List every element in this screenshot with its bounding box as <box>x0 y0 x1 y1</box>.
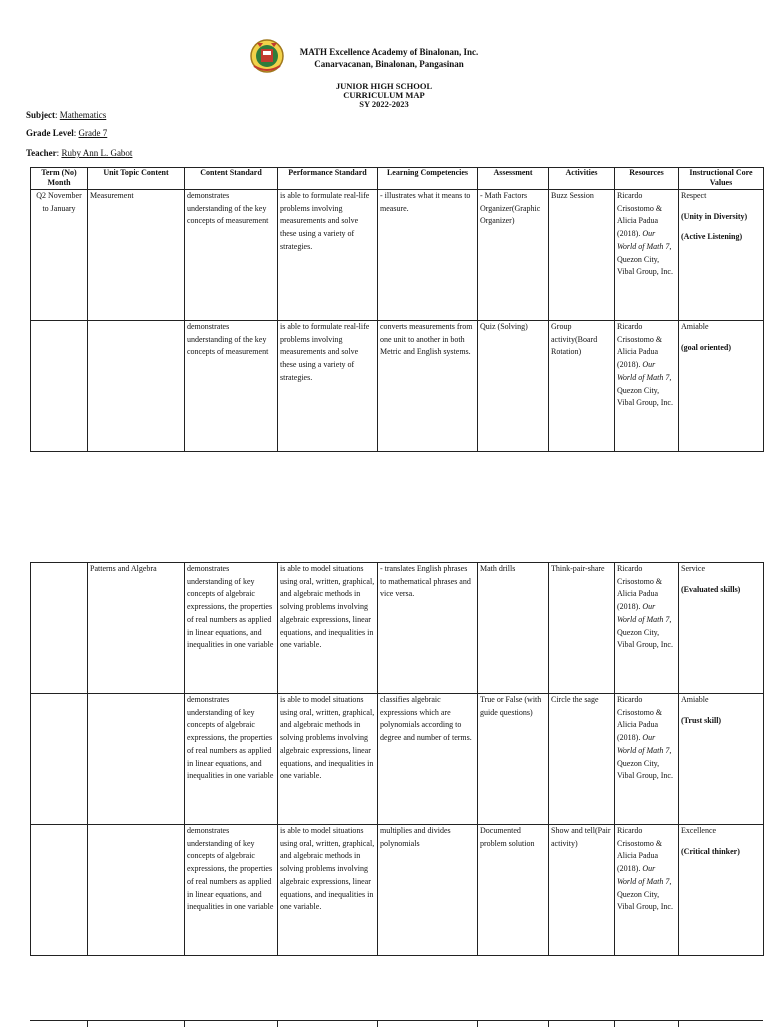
term-cell <box>31 694 88 825</box>
term-cell: Q2 November to January <box>31 190 88 321</box>
activity-cell: Circle the sage <box>549 694 615 825</box>
subject-label: Subject <box>26 110 55 120</box>
next-table-edge <box>30 1020 763 1031</box>
table-row <box>31 321 764 452</box>
document-title: CURRICULUM MAP <box>343 90 425 100</box>
performance-standard-cell: is able to formulate real-life problems involving measurements and solve these using a variety of strategies. <box>278 190 378 321</box>
activity-cell: Group activity(Board Rotation) <box>549 321 615 452</box>
content-standard-cell: demonstrates understanding of the key concepts of measurement <box>185 190 278 321</box>
resource-publisher: , Quezon City, Vibal Group, Inc. <box>617 372 673 408</box>
unit-cell <box>88 694 185 825</box>
content-standard-cell: demonstrates understanding of key concepts of algebraic expressions, the properties of real numbers as applied in linear equations, and inequalities in one variable <box>185 563 278 694</box>
term-cell <box>31 321 88 452</box>
resources-cell <box>615 190 679 321</box>
resource-publisher: , Quezon City, Vibal Group, Inc. <box>617 745 673 781</box>
unit-cell: Measurement <box>88 190 185 321</box>
school-name: MATH Excellence Academy of Binalonan, Inc. <box>299 47 479 57</box>
core-value-detail: (Active Listening) <box>681 232 743 242</box>
col-performance-standard: Performance Standard <box>278 168 378 190</box>
unit-cell <box>88 321 185 452</box>
unit-cell <box>88 825 185 956</box>
term-cell <box>31 825 88 956</box>
core-value: Service <box>681 564 705 573</box>
school-year: SY 2022-2023 <box>359 99 409 109</box>
core-values-cell <box>679 825 764 956</box>
performance-standard-cell: is able to model situations using oral, written, graphical, and algebraic methods in solving problems involving algebraic expressions, linear equations, and inequalities in one variable. <box>278 825 378 956</box>
resource-publisher: , Quezon City, Vibal Group, Inc. <box>617 614 673 650</box>
resource-publisher: , Quezon City, Vibal Group, Inc. <box>617 876 673 912</box>
col-activities: Activities <box>549 168 615 190</box>
curriculum-table-algebra <box>30 562 764 956</box>
col-term: Term (No) Month <box>31 168 88 190</box>
core-value: Amiable <box>681 322 709 331</box>
core-value: Respect <box>681 191 707 200</box>
resource-authors: Ricardo Crisostomo & Alicia Padua (2018). <box>617 191 663 239</box>
assessment-cell: True or False (with guide questions) <box>478 694 549 825</box>
resource-authors: Ricardo Crisostomo & Alicia Padua (2018). <box>617 322 663 370</box>
resource-book: Our World of Math 7 <box>617 733 670 755</box>
resources-cell <box>615 694 679 825</box>
assessment-cell: Quiz (Solving) <box>478 321 549 452</box>
col-content-standard: Content Standard <box>185 168 278 190</box>
term-cell <box>31 563 88 694</box>
school-level: JUNIOR HIGH SCHOOL <box>335 81 433 91</box>
core-value-detail: (Trust skill) <box>681 715 722 725</box>
content-standard-cell: demonstrates understanding of the key concepts of measurement <box>185 321 278 452</box>
performance-standard-cell: is able to model situations using oral, written, graphical, and algebraic methods in solving problems involving algebraic expressions, linear equations, and inequalities in one variable. <box>278 563 378 694</box>
subject-value: Mathematics <box>59 110 107 120</box>
assessment-cell: - Math Factors Organizer(Graphic Organizer) <box>478 190 549 321</box>
core-values-cell <box>679 321 764 452</box>
activity-cell: Buzz Session <box>549 190 615 321</box>
resource-book: Our World of Math 7 <box>617 602 670 624</box>
core-values-cell <box>679 190 764 321</box>
teacher-field: Teacher: Ruby Ann L. Gabot <box>26 148 133 158</box>
subject-field: Subject: Mathematics <box>26 110 107 120</box>
document-title-block <box>0 82 768 109</box>
col-resources: Resources <box>615 168 679 190</box>
competency-cell: classifies algebraic expressions which are polynomials according to degree and number of terms. <box>378 694 478 825</box>
resource-authors: Ricardo Crisostomo & Alicia Padua (2018). <box>617 826 663 874</box>
school-address: Canarvacanan, Binalonan, Pangasinan <box>314 59 464 69</box>
teacher-value: Ruby Ann L. Gabot <box>61 148 133 158</box>
resource-authors: Ricardo Crisostomo & Alicia Padua (2018). <box>617 564 663 612</box>
table-row <box>31 825 764 956</box>
table-row <box>31 563 764 694</box>
curriculum-table-quarter-2 <box>30 167 764 452</box>
content-standard-cell: demonstrates understanding of key concepts of algebraic expressions, the properties of real numbers as applied in linear equations, and inequalities in one variable <box>185 694 278 825</box>
table-row <box>31 694 764 825</box>
assessment-cell: Math drills <box>478 563 549 694</box>
core-value-detail: (Unity in Diversity) <box>681 211 748 221</box>
assessment-cell: Documented problem solution <box>478 825 549 956</box>
col-assessment: Assessment <box>478 168 549 190</box>
col-learning-competencies: Learning Competencies <box>378 168 478 190</box>
core-value: Excellence <box>681 826 717 835</box>
resources-cell <box>615 321 679 452</box>
activity-cell: Think-pair-share <box>549 563 615 694</box>
col-core-values: Instructional Core Values <box>679 168 764 190</box>
core-value: Amiable <box>681 695 709 704</box>
performance-standard-cell: is able to model situations using oral, written, graphical, and algebraic methods in solving problems involving algebraic expressions, linear equations, and inequalities in one variable. <box>278 694 378 825</box>
resource-book: Our World of Math 7 <box>617 864 670 886</box>
grade-level-value: Grade 7 <box>78 128 108 138</box>
resource-authors: Ricardo Crisostomo & Alicia Padua (2018). <box>617 695 663 743</box>
competency-cell: multiplies and divides polynomials <box>378 825 478 956</box>
core-value-detail: (goal oriented) <box>681 342 731 352</box>
competency-cell: - translates English phrases to mathematical phrases and vice versa. <box>378 563 478 694</box>
core-values-cell <box>679 694 764 825</box>
resources-cell <box>615 563 679 694</box>
competency-cell: - illustrates what it means to measure. <box>378 190 478 321</box>
content-standard-cell: demonstrates understanding of key concepts of algebraic expressions, the properties of real numbers as applied in linear equations, and inequalities in one variable <box>185 825 278 956</box>
teacher-label: Teacher <box>26 148 57 158</box>
performance-standard-cell: is able to formulate real-life problems involving measurements and solve these using a variety of strategies. <box>278 321 378 452</box>
school-name-block <box>291 46 487 70</box>
grade-level-field: Grade Level: Grade 7 <box>26 128 108 138</box>
core-values-cell <box>679 563 764 694</box>
resource-publisher: , Quezon City, Vibal Group, Inc. <box>617 241 673 277</box>
school-seal-icon <box>248 38 286 74</box>
core-value-detail: (Critical thinker) <box>681 846 740 856</box>
table-row <box>31 190 764 321</box>
resources-cell <box>615 825 679 956</box>
grade-level-label: Grade Level <box>26 128 74 138</box>
table-header-row <box>31 168 764 190</box>
resource-book: Our World of Math 7 <box>617 360 670 382</box>
competency-cell: converts measurements from one unit to another in both Metric and English systems. <box>378 321 478 452</box>
unit-cell: Patterns and Algebra <box>88 563 185 694</box>
core-value-detail: (Evaluated skills) <box>681 584 741 594</box>
col-unit: Unit Topic Content <box>88 168 185 190</box>
resource-book: Our World of Math 7 <box>617 229 670 251</box>
activity-cell: Show and tell(Pair activity) <box>549 825 615 956</box>
